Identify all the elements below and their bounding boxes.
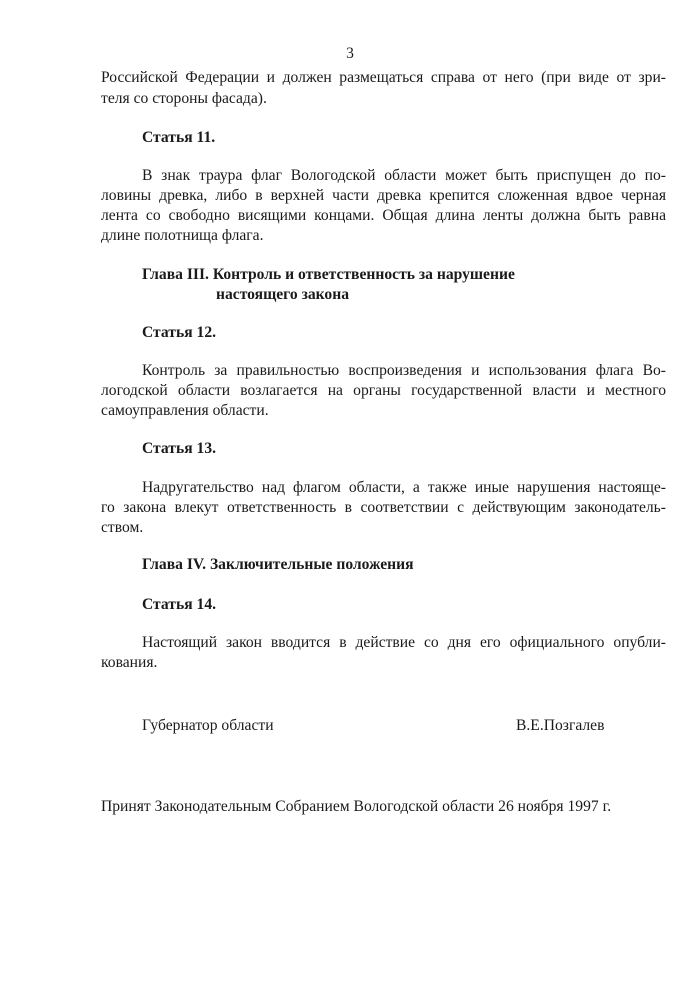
article-12-title: Статья 12. bbox=[142, 324, 217, 341]
article-14-line-1: Настоящий закон вводится в действие со дня его официального опубли- bbox=[142, 634, 666, 651]
article-13-line-2: го закона влекут ответственность в соответствии с действующим законодатель- bbox=[101, 499, 666, 516]
article-12-line-1: Контроль за правильностью воспроизведения и использования флага Во- bbox=[142, 362, 666, 379]
adoption-note: Принят Законодательным Собранием Вологодской области 26 ноября 1997 г. bbox=[101, 798, 612, 815]
article-14-line-2: кования. bbox=[101, 654, 158, 671]
article-11-line-4: длине полотнища флага. bbox=[101, 227, 264, 244]
chapter-3-title-line-2: настоящего закона bbox=[216, 286, 349, 303]
chapter-3-title-line-1: Глава III. Контроль и ответственность за нарушение bbox=[142, 266, 515, 283]
intro-line-2: теля со стороны фасада). bbox=[101, 90, 267, 107]
page-number: 3 bbox=[346, 45, 354, 62]
article-12-line-3: самоуправления области. bbox=[101, 402, 269, 419]
article-13-line-1: Надругательство над флагом области, а также иные нарушения настояще- bbox=[142, 479, 666, 496]
article-14-title: Статья 14. bbox=[142, 596, 217, 613]
article-12-line-2: логодской области возлагается на органы государственной власти и местного bbox=[101, 382, 666, 399]
article-13-line-3: ством. bbox=[101, 519, 144, 536]
signature-name: В.Е.Позгалев bbox=[516, 717, 605, 734]
article-13-title: Статья 13. bbox=[142, 440, 217, 457]
signature-position: Губернатор области bbox=[142, 717, 274, 734]
article-11-line-1: В знак траура флаг Вологодской области может быть приспущен до по- bbox=[142, 167, 666, 184]
intro-line-1: Российской Федерации и должен размещаться справа от него (при виде от зри- bbox=[101, 69, 666, 86]
article-11-line-3: лента со свободно висящими концами. Общая длина ленты должна быть равна bbox=[101, 207, 666, 224]
chapter-4-title: Глава IV. Заключительные положения bbox=[142, 556, 414, 573]
article-11-line-2: ловины древка, либо в верхней части древка крепится сложенная вдвое черная bbox=[101, 187, 666, 204]
article-11-title: Статья 11. bbox=[142, 129, 216, 146]
